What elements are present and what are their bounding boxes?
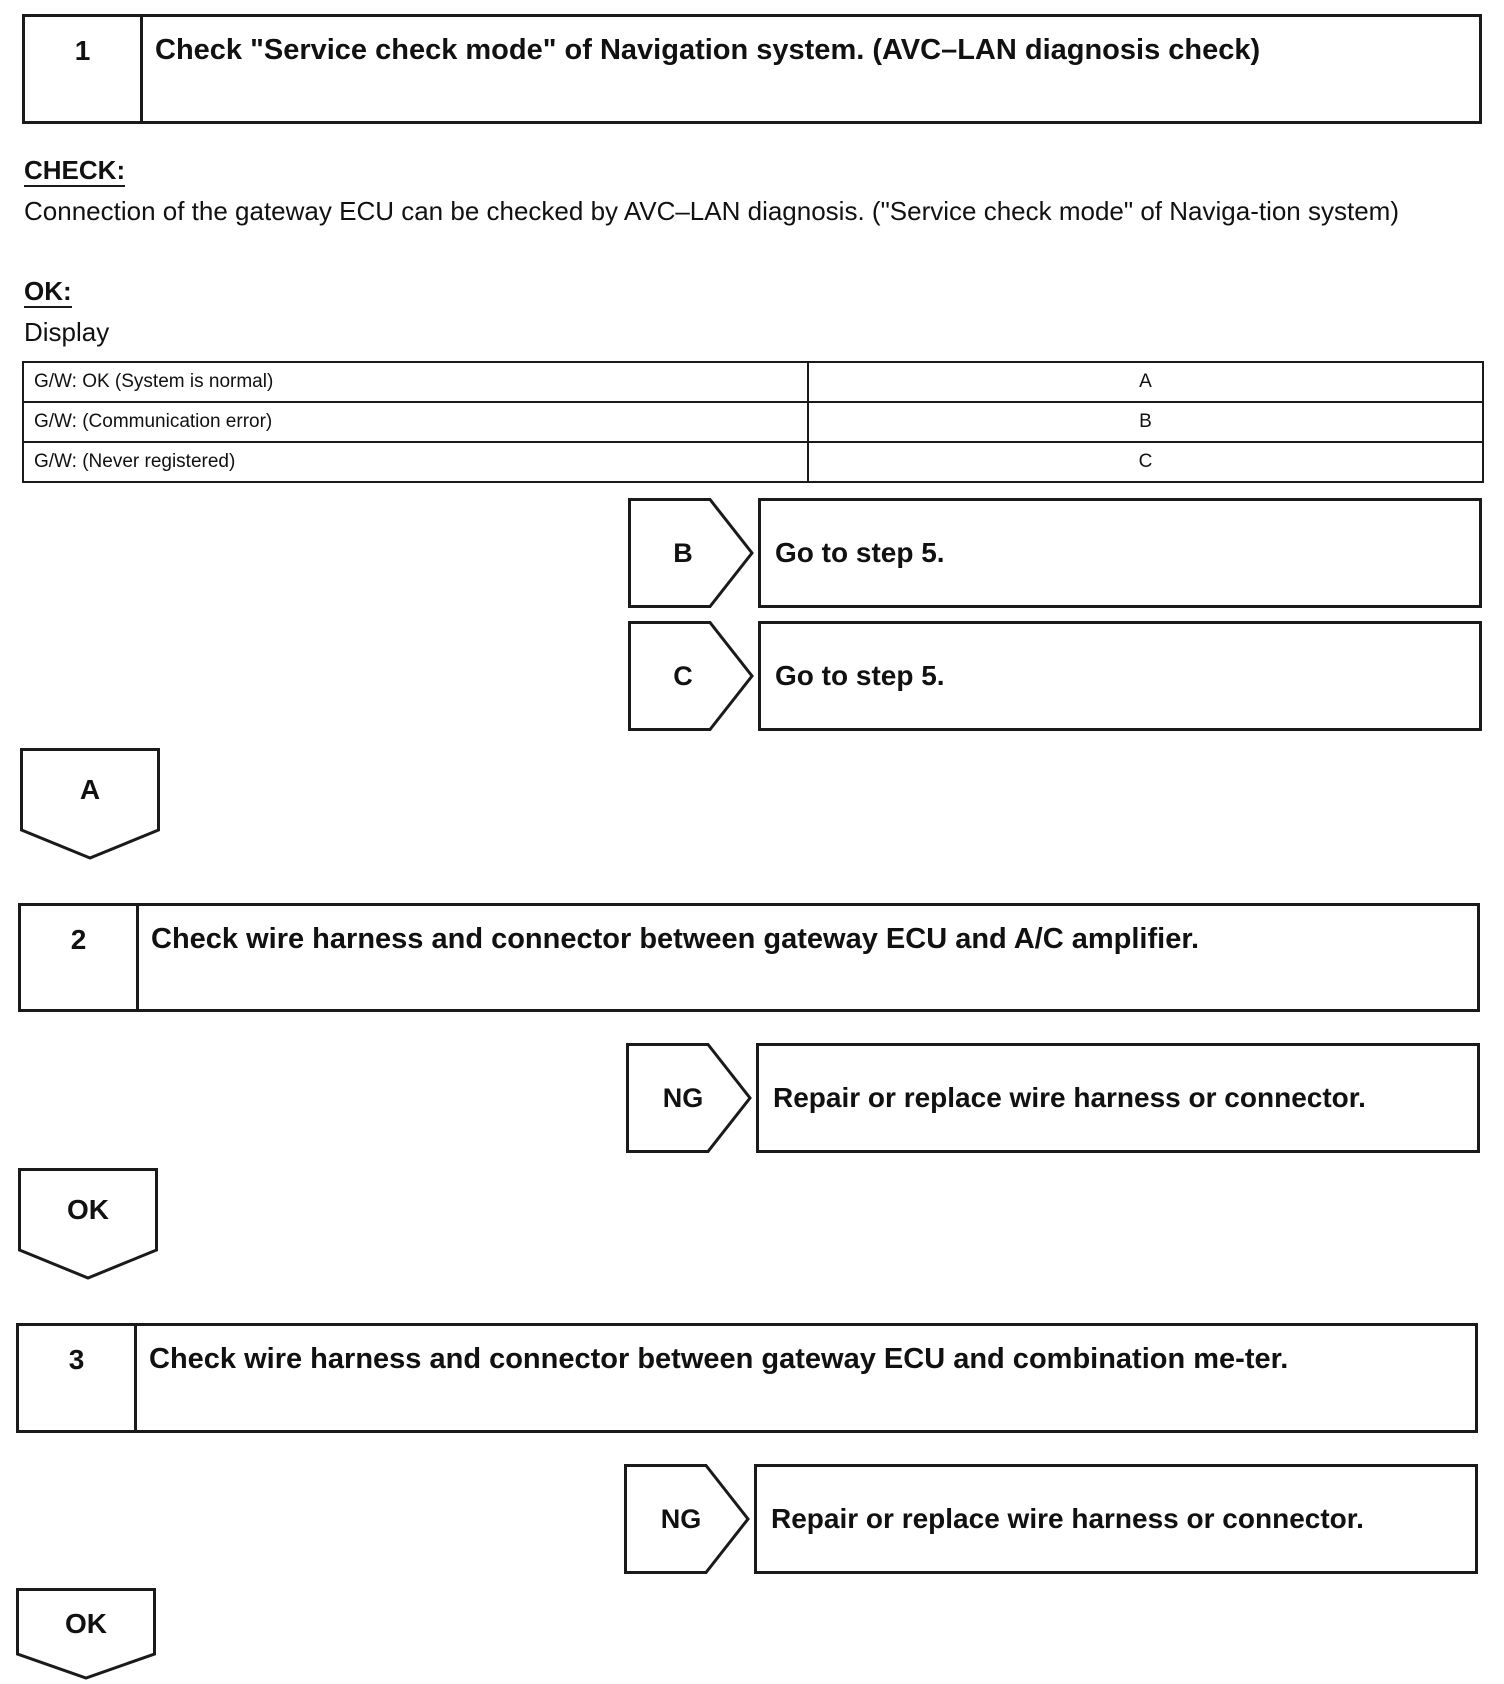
result-cell: C [808,442,1483,482]
branch-result-box: Go to step 5. [758,621,1482,731]
down-arrow-a [20,748,160,860]
step-2-number: 2 [21,906,139,1009]
branch-tag-c [628,621,754,731]
branch-result-box: Repair or replace wire harness or connector. [754,1464,1478,1574]
down-arrow-label: A [79,774,101,805]
branch-tag-label: C [673,660,693,691]
branch-tag-label: NG [660,1503,702,1534]
step-1-number: 1 [25,17,143,121]
step-2-title: Check wire harness and connector between gateway ECU and A/C amplifier. [151,923,1200,955]
branch-result-box: Go to step 5. [758,498,1482,608]
branch-tag-ng [624,1464,750,1574]
display-cell: G/W: (Never registered) [23,442,808,482]
down-arrow-label: OK [67,1194,109,1225]
table-row [23,362,1483,402]
down-arrow-ok [18,1168,158,1280]
step-3-title: Check wire harness and connector between gateway ECU and combination me-ter. [149,1343,1289,1375]
display-cell: G/W: (Communication error) [23,402,808,442]
step-1-title: Check "Service check mode" of Navigation system. (AVC–LAN diagnosis check) [155,34,1261,66]
step-3-number: 3 [19,1326,137,1430]
branch-tag-ng [626,1043,752,1153]
branch-tag-b [628,498,754,608]
check-text: Connection of the gateway ECU can be checked by AVC–LAN diagnosis. ("Service check mode" of Naviga-tion system) [24,196,1399,226]
branch-tag-label: NG [662,1082,704,1113]
table-row [23,402,1483,442]
result-cell: B [808,402,1483,442]
step-3-box [16,1323,1478,1433]
check-label: CHECK: [24,155,126,185]
display-cell: G/W: OK (System is normal) [23,362,808,402]
display-label: Display [24,317,110,347]
result-cell: A [808,362,1483,402]
branch-tag-label: B [673,537,693,568]
step-1-box [22,14,1482,124]
step-2-box [18,903,1480,1012]
ok-label: OK: [24,276,72,306]
table-row [23,442,1483,482]
branch-result-box: Repair or replace wire harness or connector. [756,1043,1480,1153]
down-arrow-ok [16,1588,156,1680]
down-arrow-label: OK [65,1608,107,1639]
display-table [22,361,1484,483]
